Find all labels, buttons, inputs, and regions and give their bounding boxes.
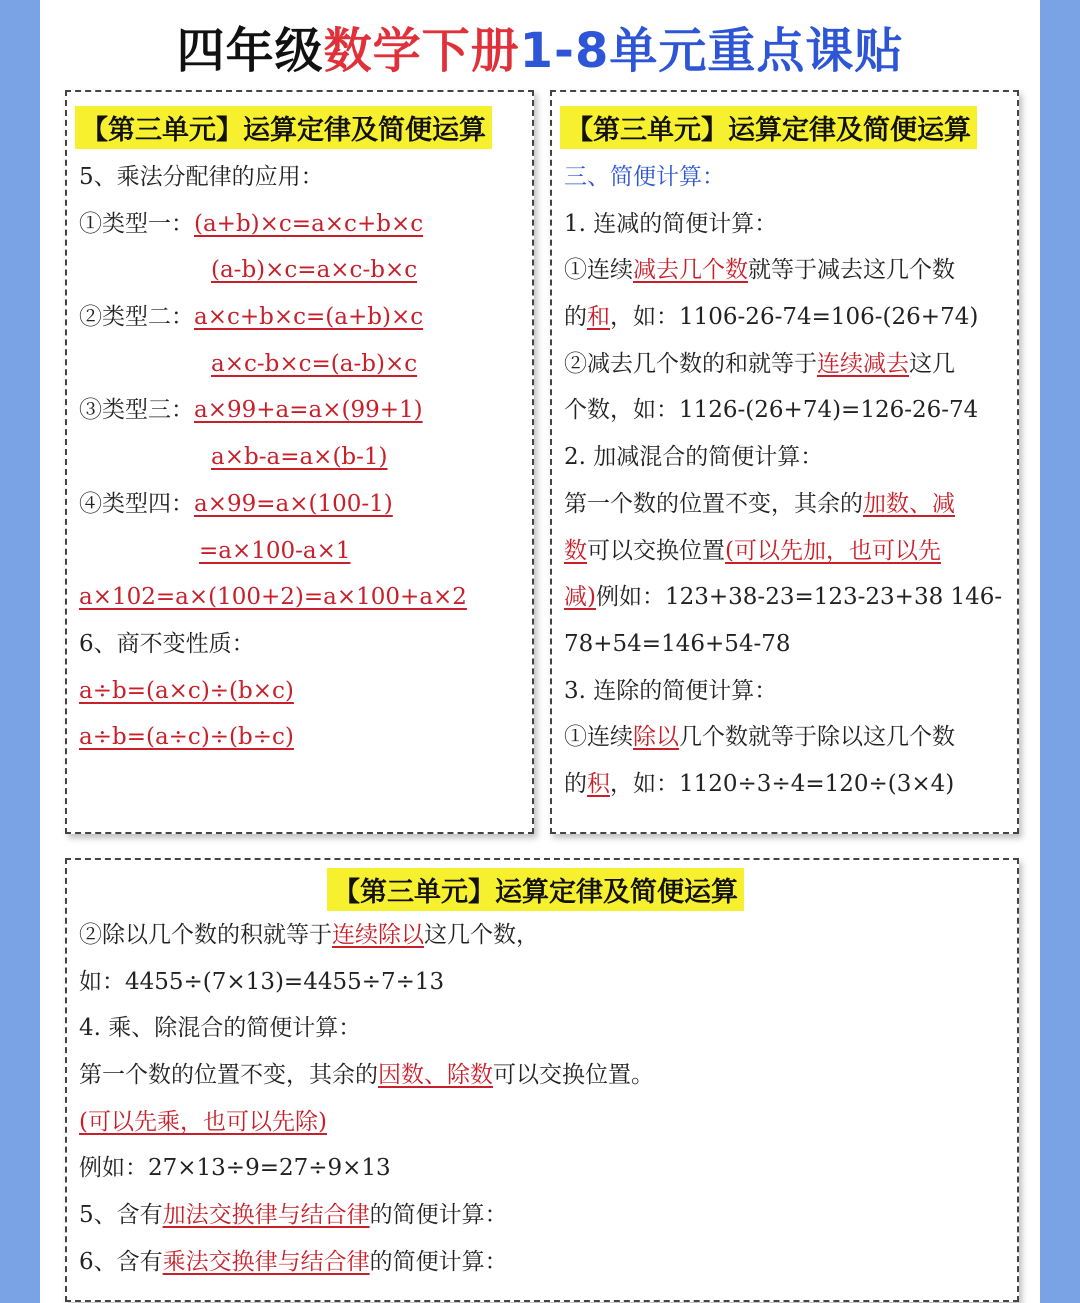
page-title — [40, 12, 1040, 81]
highlighted-text: 除以 — [633, 724, 679, 751]
title-units: 1-8单元重点课贴 — [519, 23, 904, 79]
highlighted-text: =a×100-a×1 — [199, 537, 351, 564]
note-line — [564, 434, 1002, 481]
right-note-card — [550, 90, 1019, 834]
highlighted-text: 连续减去 — [817, 350, 909, 377]
note-line — [79, 1239, 654, 1286]
note-text: ，如：1120÷3÷4=120÷(3×4) — [610, 770, 955, 797]
note-line — [79, 574, 467, 621]
note-text: 的简便计算： — [369, 1202, 508, 1229]
note-line — [564, 201, 1002, 248]
highlighted-text: 因数、除数 — [378, 1062, 493, 1089]
note-line — [79, 434, 467, 481]
note-text: ②减去几个数的和就等于 — [564, 350, 817, 377]
highlighted-text: a×102=a×(100+2)=a×100+a×2 — [79, 584, 467, 611]
note-text: 例如：123+38-23=123-23+38 146- — [595, 584, 1003, 611]
note-text: 可以交换位置。 — [493, 1062, 654, 1089]
highlighted-text: a×99=a×(100-1) — [194, 490, 393, 517]
note-line — [564, 761, 1002, 808]
note-text: 3. 连除的简便计算： — [564, 677, 778, 704]
note-text: ②类型二： — [79, 304, 194, 331]
note-line — [79, 959, 654, 1006]
note-line — [79, 481, 467, 528]
left-card-lines — [79, 154, 467, 761]
highlighted-text: (可以先乘，也可以先除) — [79, 1108, 327, 1135]
note-line — [79, 341, 467, 388]
highlighted-text: a×b-a=a×(b-1) — [211, 444, 388, 471]
note-line — [564, 341, 1002, 388]
note-text: ②除以几个数的积就等于 — [79, 922, 332, 948]
note-line — [564, 668, 1002, 715]
note-text: 这几 — [909, 350, 955, 377]
note-text: 这几个数， — [424, 922, 539, 948]
note-text: 就等于减去这几个数 — [748, 257, 955, 284]
note-line — [564, 481, 1002, 528]
note-text: 5、含有 — [79, 1202, 163, 1229]
left-card-heading: 【第三单元】运算定律及简便运算 — [75, 106, 492, 149]
note-line — [79, 154, 467, 201]
note-text: 的 — [564, 304, 587, 331]
note-text: 6、商不变性质： — [79, 630, 255, 657]
note-text: ①类型一： — [79, 210, 194, 237]
note-line — [564, 621, 1002, 668]
highlighted-text: 减) — [564, 584, 596, 611]
note-text: ①连续 — [564, 257, 633, 284]
note-text: 78+54=146+54-78 — [564, 630, 791, 657]
note-text: 4. 乘、除混合的简便计算： — [79, 1015, 362, 1042]
highlighted-text: 加数、减 — [863, 490, 955, 517]
bottom-card-lines — [79, 912, 654, 1286]
left-note-card — [65, 90, 534, 834]
note-line — [564, 154, 1002, 201]
poster-sheet — [40, 0, 1040, 1303]
note-text: 可以交换位置 — [587, 537, 725, 564]
highlighted-text: a×c-b×c=(a-b)×c — [211, 350, 418, 377]
right-card-lines — [564, 154, 1002, 808]
note-text: 5、乘法分配律的应用： — [79, 164, 324, 190]
note-line — [79, 668, 467, 715]
note-text: 1. 连减的简便计算： — [564, 210, 778, 237]
highlighted-text: 积 — [587, 770, 610, 797]
note-line — [79, 387, 467, 434]
highlighted-text: a×99+a=a×(99+1) — [194, 397, 423, 424]
note-text: ，如：1106-26-74=106-(26+74) — [610, 304, 979, 331]
highlighted-text: (可以先加，也可以先 — [725, 537, 941, 564]
highlighted-text: 和 — [587, 304, 610, 331]
note-line — [564, 294, 1002, 341]
note-line — [79, 1052, 654, 1099]
highlighted-text: 乘法交换律与结合律 — [162, 1248, 370, 1275]
note-line — [79, 247, 467, 294]
highlighted-text: 加法交换律与结合律 — [162, 1202, 370, 1229]
bottom-note-card — [65, 858, 1019, 1302]
highlighted-text: a÷b=(a×c)÷(b×c) — [79, 677, 294, 704]
note-text: 例如：27×13÷9=27÷9×13 — [79, 1155, 391, 1182]
note-text: 2. 加减混合的简便计算： — [564, 444, 824, 471]
right-card-heading: 【第三单元】运算定律及简便运算 — [560, 106, 977, 149]
note-text: 第一个数的位置不变，其余的 — [79, 1062, 378, 1089]
note-line — [79, 1192, 654, 1239]
note-text: 的 — [564, 770, 587, 797]
note-text: 几个数就等于除以这几个数 — [679, 724, 955, 751]
note-line — [564, 574, 1002, 621]
title-subject: 数学下册 — [323, 23, 520, 79]
note-text: 个数，如：1126-(26+74)=126-26-74 — [564, 397, 979, 424]
bottom-card-heading: 【第三单元】运算定律及简便运算 — [327, 868, 744, 911]
note-text: 6、含有 — [79, 1248, 163, 1275]
note-line — [79, 1145, 654, 1192]
note-line — [79, 528, 467, 575]
highlighted-text: (a-b)×c=a×c-b×c — [211, 257, 418, 284]
note-text: ③类型三： — [79, 397, 194, 424]
highlighted-text: 减去几个数 — [633, 257, 748, 284]
title-grade: 四年级 — [176, 23, 324, 79]
highlighted-text: (a+b)×c=a×c+b×c — [194, 210, 424, 237]
note-line — [564, 247, 1002, 294]
highlighted-text: a÷b=(a÷c)÷(b÷c) — [79, 724, 294, 751]
highlighted-text: 连续除以 — [332, 922, 424, 948]
note-line — [564, 714, 1002, 761]
note-line — [79, 714, 467, 761]
note-text: 如：4455÷(7×13)=4455÷7÷13 — [79, 968, 445, 995]
note-text: 的简便计算： — [369, 1248, 508, 1275]
note-line — [79, 1005, 654, 1052]
note-text: ①连续 — [564, 724, 633, 751]
note-line — [79, 912, 654, 959]
note-text: 第一个数的位置不变，其余的 — [564, 490, 863, 517]
note-text: ④类型四： — [79, 490, 194, 517]
note-line — [79, 294, 467, 341]
note-line — [564, 528, 1002, 575]
note-line — [564, 387, 1002, 434]
note-line — [79, 621, 467, 668]
highlighted-text: 数 — [564, 537, 587, 564]
note-line — [79, 1099, 654, 1146]
note-text: 三、简便计算： — [564, 164, 725, 190]
highlighted-text: a×c+b×c=(a+b)×c — [194, 304, 424, 331]
note-line — [79, 201, 467, 248]
